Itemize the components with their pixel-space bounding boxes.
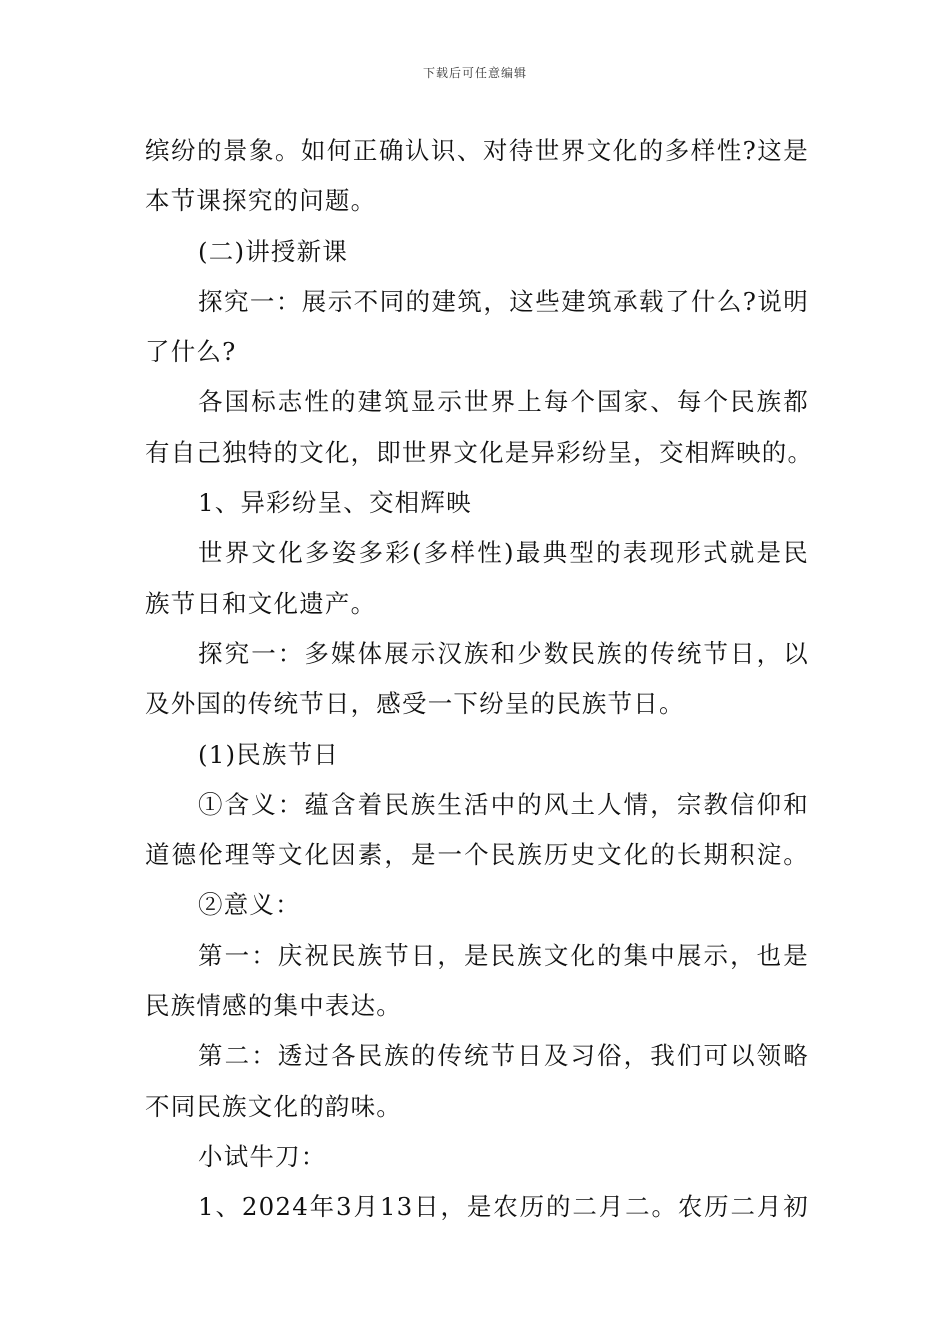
document-body (145, 126, 814, 1233)
paragraph-line: 1、2024年3月13日，是农历的二月二。农历二月初 (198, 1192, 809, 1222)
paragraph-line: ②意义： (198, 890, 301, 920)
paragraph-line: 有自己独特的文化，即世界文化是异彩纷呈，交相辉映的。 (145, 437, 814, 467)
paragraph-line: 世界文化多姿多彩(多样性)最典型的表现形式就是民 (198, 538, 809, 568)
section-heading: (二)讲授新课 (198, 236, 349, 266)
paragraph-line: 道德伦理等文化因素，是一个民族历史文化的长期积淀。 (145, 840, 809, 870)
paragraph-line: 第一：庆祝民族节日，是民族文化的集中展示，也是 (198, 940, 809, 970)
paragraph-line: 小试牛刀： (198, 1141, 327, 1171)
paragraph-line: 各国标志性的建筑显示世界上每个国家、每个民族都 (198, 387, 809, 417)
paragraph-line: 族节日和文化遗产。 (145, 588, 377, 618)
paragraph-line: 本节课探究的问题。 (145, 186, 377, 216)
paragraph-line: ①含义：蕴含着民族生活中的风土人情，宗教信仰和 (198, 789, 809, 819)
section-heading: 1、异彩纷呈、交相辉映 (198, 488, 472, 518)
section-heading: (1)民族节日 (198, 739, 340, 769)
paragraph-line: 民族情感的集中表达。 (145, 991, 402, 1021)
paragraph-line: 及外国的传统节日，感受一下纷呈的民族节日。 (145, 689, 685, 719)
paragraph-line: 缤纷的景象。如何正确认识、对待世界文化的多样性?这是 (145, 136, 809, 165)
paragraph-line: 探究一：展示不同的建筑，这些建筑承载了什么?说明 (198, 286, 809, 316)
page-header: 下载后可任意编辑 (422, 66, 527, 80)
paragraph-line: 探究一：多媒体展示汉族和少数民族的传统节日，以 (198, 638, 809, 668)
paragraph-line: 第二：透过各民族的传统节日及习俗，我们可以领略 (198, 1041, 809, 1071)
paragraph-line: 了什么? (145, 337, 237, 367)
paragraph-line: 不同民族文化的韵味。 (145, 1091, 402, 1121)
